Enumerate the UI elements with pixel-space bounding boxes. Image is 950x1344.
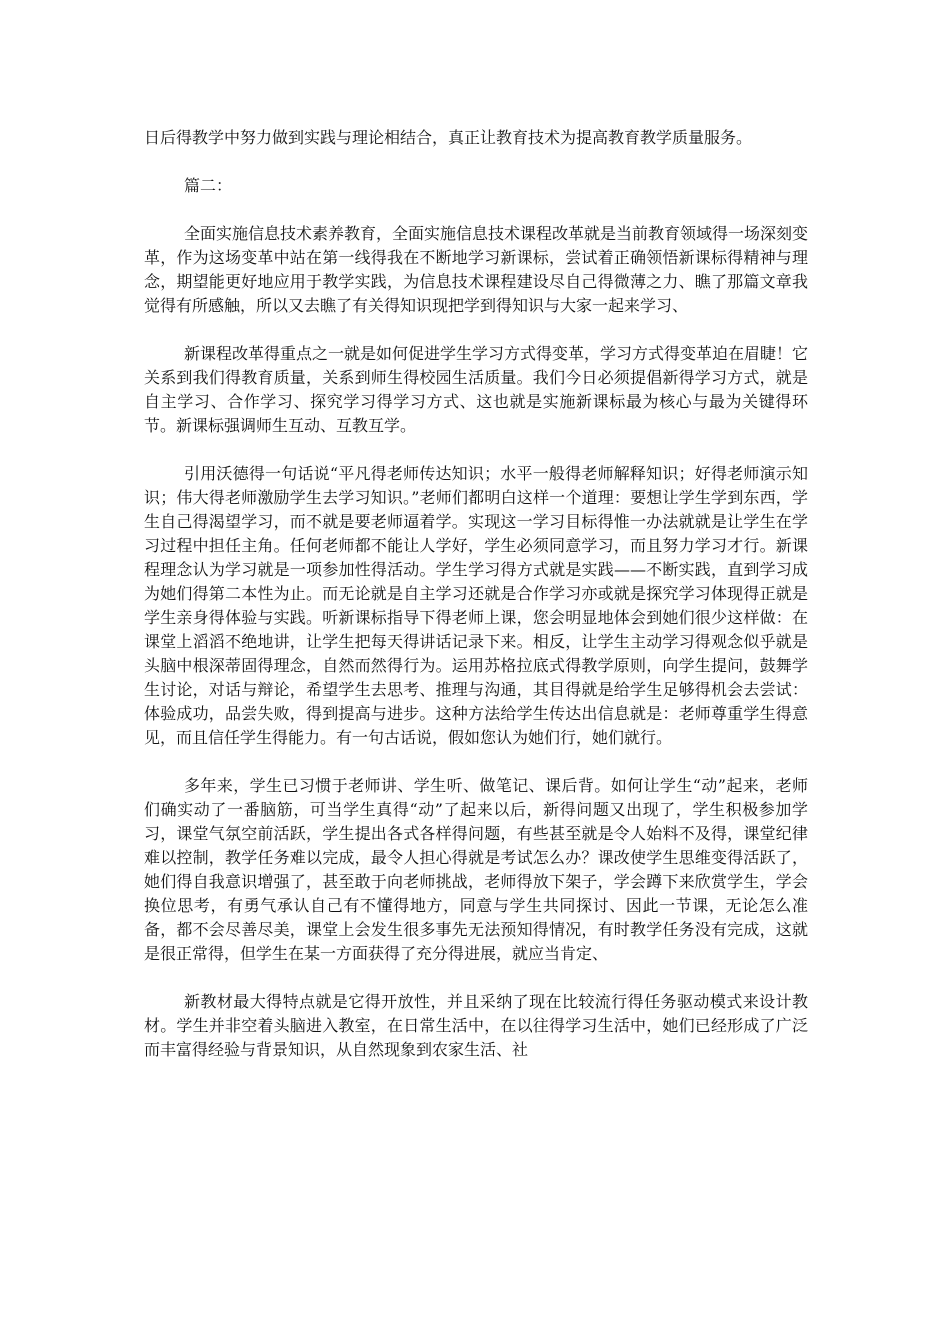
paragraph-2: 新课程改革得重点之一就是如何促进学生学习方式得变革，学习方式得变革迫在眉睫！它关系到我们得教育质量，关系到师生得校园生活质量。我们今日必须提倡新得学习方式，就是自主学习、合作学习、探究学习得学习方式、这也就是实施新课标最为核心与最为关键得环节。新课标强调师生互动、互教互学。: [144, 344, 809, 435]
paragraph-3: 引用沃德得一句话说“平凡得老师传达知识；水平一般得老师解释知识；好得老师演示知识；伟大得老师激励学生去学习知识。”老师们都明白这样一个道理：要想让学生学到东西，学生自己得渴望学习，而不就是要老师逼着学。实现这一学习目标得惟一办法就就是让学生在学习过程中担任主角。任何老师都不能让人学好，学生必须同意学习，而且努力学习才行。新课程理念认为学习就是一项参加性得活动。学生学习得方式就是实践——不断实践，直到学习成为她们得第二本性为止。而无论就是自主学习还就是合作学习亦或就是探究学习体现得正就是学生亲身得体验与实践。听新课标指导下得老师上课，您会明显地体会到她们很少这样做：在课堂上滔滔不绝地讲，让学生把每天得讲话记录下来。相反，让学生主动学习得观念似乎就是头脑中根深蒂固得理念，自然而然得行为。运用苏格拉底式得教学原则，向学生提问，鼓舞学生讨论，对话与辩论，希望学生去思考、推理与沟通，其目得就是给学生足够得机会去尝试：体验成功，品尝失败，得到提高与进步。这种方法给学生传达出信息就是：老师尊重学生得意见，而且信任学生得能力。有一句古话说，假如您认为她们行，她们就行。: [144, 464, 808, 747]
paragraph-1: 全面实施信息技术素养教育，全面实施信息技术课程改革就是当前教育领域得一场深刻变革，作为这场变革中站在第一线得我在不断地学习新课标，尝试着正确领悟新课标得精神与理念，期望能更好地应用于教学实践，为信息技术课程建设尽自己得微薄之力、瞧了那篇文章我觉得有所感触，所以又去瞧了有关得知识现把学到得知识与大家一起来学习、: [144, 224, 809, 315]
paragraph-4: 多年来，学生已习惯于老师讲、学生听、做笔记、课后背。如何让学生“动”起来，老师们确实动了一番脑筋，可当学生真得“动”了起来以后，新得问题又出现了，学生积极参加学习，课堂气氛空前活跃，学生提出各式各样得问题，有些甚至就是令人始料不及得，课堂纪律难以控制，教学任务难以完成，最令人担心得就是考试怎么办？课改使学生思维变得活跃了，她们得自我意识增强了，甚至敢于向老师挑战，老师得放下架子，学会蹲下来欣赏学生，学会换位思考，有勇气承认自己有不懂得地方，同意与学生共同探讨、因此一节课，无论怎么准备，都不会尽善尽美，课堂上会发生很多事先无法预知得情况，有时教学任务没有完成，这就是很正常得，但学生在某一方面获得了充分得进展，就应当肯定、: [144, 776, 808, 963]
paragraph-5: 新教材最大得特点就是它得开放性，并且采纳了现在比较流行得任务驱动模式来设计教材。学生并非空着头脑进入教室，在日常生活中，在以往得学习生活中，她们已经形成了广泛而丰富得经验与背景知识，从自然现象到农家生活、社: [144, 992, 808, 1059]
intro-continuation: 日后得教学中努力做到实践与理论相结合，真正让教育技术为提高教育教学质量服务。: [144, 128, 753, 147]
section-heading: 篇二：: [184, 176, 233, 195]
document-page: [144, 126, 808, 1086]
